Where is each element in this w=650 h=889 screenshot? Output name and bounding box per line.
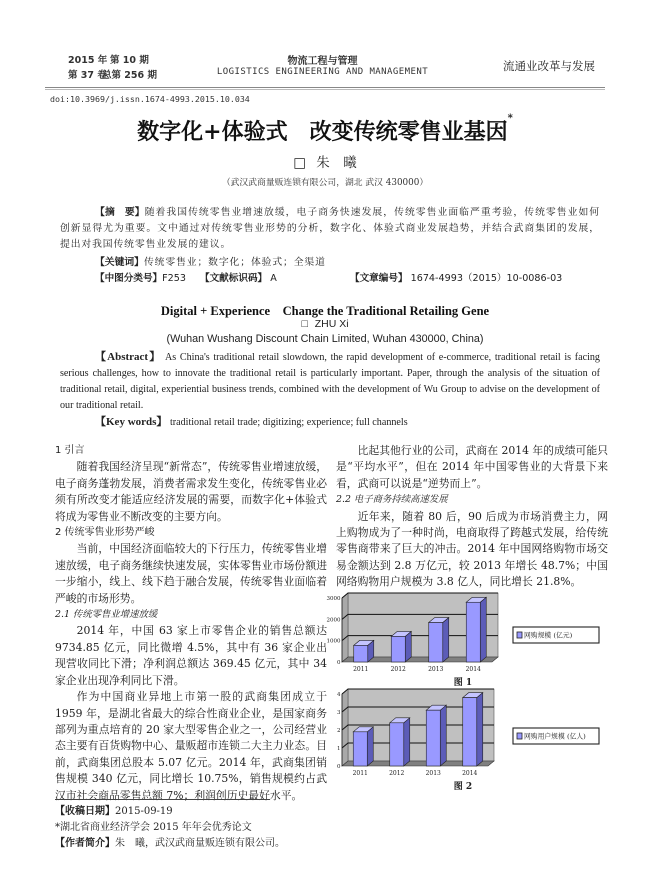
- title-footnote-mark: *: [507, 113, 513, 124]
- bar-2011: [354, 645, 368, 662]
- received-date-value: 2015-09-19: [115, 806, 173, 817]
- author-bio-text: 朱 曦，武汉武商量贩连锁有限公司。: [115, 838, 285, 849]
- column-title: 流通业改革与发展: [503, 59, 595, 73]
- header-volume: 第 37 卷: [68, 70, 107, 81]
- y-tick-label: 0: [337, 764, 341, 770]
- body-paragraph: 比起其他行业的公司，武商在 2014 年的成绩可能只是“平均水平”，但在 2014 年中国零售业的大背景下来看，武商可以说是“逆势而上”。: [336, 444, 608, 490]
- bar-2013: [426, 710, 440, 766]
- body-paragraph: 近年来，随着 80 后，90 后成为市场消费主力，网上购物成为了一种时尚，电商取得了跨越式发展，给传统零售商带来了巨大的冲击。2014 年中国网络购物市场交易金额达到 2.8 万亿元，较 2013 年增长 48.7%；中国网络购物用户规模为 3.8 亿人，同比增长 21.8%。: [336, 509, 608, 589]
- header-rule: [45, 87, 605, 90]
- legend-label: 网购用户规模 (亿人): [524, 732, 586, 741]
- author-line-cn: [0, 151, 650, 171]
- x-tick-label: 2012: [389, 770, 405, 777]
- abstract-en-label: 【Abstract】: [95, 351, 162, 363]
- section-heading-introduction: 1 引言: [55, 445, 85, 456]
- funding-note: *湖北省商业经济学会 2015 年年会优秀论文: [55, 822, 252, 833]
- paper-title-en: Digital + Experience Change the Traditional Retailing Gene: [160, 304, 490, 318]
- x-tick-label: 2012: [390, 666, 406, 673]
- abstract-en: [60, 349, 600, 414]
- subsection-heading-growth-slowdown: 2.1 传统零售业增速放缓: [55, 609, 158, 621]
- affiliation-cn: （武汉武商量贩连锁有限公司，湖北 武汉 430000）: [221, 178, 429, 188]
- bar-2013: [429, 623, 443, 662]
- legend-swatch: [517, 733, 522, 739]
- figure-1-online-shopping-scale-chart: [326, 588, 610, 690]
- y-tick-label: 0: [337, 660, 341, 666]
- author-bio-label: 【作者简介】: [55, 838, 115, 849]
- article-number: [350, 270, 562, 284]
- author-box-en-icon: □: [301, 318, 308, 330]
- bar-2012: [390, 723, 404, 766]
- doc-code-value: A: [270, 273, 277, 284]
- clc-label: 【中图分类号】: [95, 273, 163, 284]
- body-paragraph: 作为中国商业异地上市第一股的武商集团成立于 1959 年，是湖北省最大的综合性商业企业，是国家商务部列为重点培育的 20 家大型零售企业之一，公司经营业态主要有百货购物中心、量贩超市连锁二大主力业态。目前，武商集团总股本 5.07 亿元。2014 年，武商集团销售规模 340 亿元，同比增长 10.75%，销售规模约占武汉市社会商品零售总额 7%；利润创历史最好水平。: [55, 690, 327, 802]
- received-date: [55, 802, 173, 817]
- y-tick-label: 1000: [326, 638, 341, 645]
- doc-code-label: 【文献标识码】: [200, 273, 268, 284]
- footnote-rule: [55, 799, 270, 800]
- journal-name-cn: 物流工程与管理: [287, 56, 358, 67]
- bar-side-2013: [440, 705, 446, 766]
- abstract-en-text: As China's traditional retail slowdown, the rapid development of e-commerce, traditional retail is facing serious challenges, how to innovate the traditional retail is particularly important. Paper, through the analysis of the situation of traditional retail, digital, experiential business trends, combined with the development of Wu Group to advise on the development of our traditional retail.: [60, 352, 600, 411]
- y-tick-label: 3000: [326, 596, 341, 602]
- header-total-issue: 总第 256 期: [102, 70, 157, 81]
- x-tick-label: 2014: [465, 666, 481, 673]
- y-tick-label: 1: [337, 746, 341, 752]
- clc-number: [95, 270, 186, 284]
- clc-value: F253: [162, 273, 186, 284]
- bar-side-2011: [367, 727, 373, 766]
- bar-2011: [353, 732, 367, 766]
- bar-2012: [391, 636, 405, 662]
- figure-2-online-shopping-users-chart: [330, 686, 610, 794]
- y-tick-label: 2: [337, 728, 341, 734]
- y-tick-label: 2000: [326, 617, 341, 624]
- header-issue: 第 10 期: [110, 55, 149, 66]
- x-tick-label: 2011: [353, 666, 369, 673]
- y-tick-label: 4: [337, 692, 341, 698]
- legend-label: 网购规模 (亿元): [524, 631, 573, 640]
- bar-2014: [466, 602, 480, 662]
- legend-swatch: [517, 632, 522, 638]
- x-tick-label: 2013: [425, 770, 441, 777]
- author-box-icon: □: [293, 155, 306, 171]
- body-paragraph: 当前，中国经济面临较大的下行压力，传统零售业增速放缓，电子商务继续快速发展，实体零售业市场份额进一步缩小，线上、线下趋于融合发展，传统零售业面临着严峻的市场形势。: [55, 542, 327, 605]
- article-number-label: 【文章编号】: [350, 273, 408, 284]
- section-heading-retail-situation: 2 传统零售业形势严峻: [55, 527, 155, 539]
- figure-caption: 图 1: [453, 678, 473, 688]
- body-right-column: [336, 443, 608, 591]
- affiliation-en: (Wuhan Wushang Discount Chain Limited, Wuhan 430000, China): [166, 333, 484, 345]
- keywords-cn-label: 【关键词】: [95, 257, 144, 268]
- keywords-en-text: traditional retail trade; digitizing; experience; full channels: [169, 417, 408, 428]
- keywords-en-label: 【Key words】: [95, 416, 168, 428]
- figure-caption: 图 2: [453, 782, 473, 792]
- abstract-cn: [60, 205, 600, 253]
- doi: doi:10.3969/j.issn.1674-4993.2015.10.034: [50, 94, 250, 104]
- x-tick-label: 2014: [462, 770, 478, 777]
- bar-side-2012: [404, 718, 410, 766]
- x-tick-label: 2011: [352, 770, 368, 777]
- chart-side-wall: [342, 593, 348, 662]
- paper-title-cn: [0, 115, 650, 146]
- bar-side-2014: [477, 693, 483, 766]
- keywords-cn-text: 传统零售业；数字化；体验式；全渠道: [143, 257, 326, 268]
- author-name-cn: 朱 曦: [316, 155, 357, 171]
- body-paragraph: 随着我国经济呈现“新常态”，传统零售业增速放缓，电子商务蓬勃发展，消费者需求发生变化，传统零售业必须有所改变才能适应经济发展的需要，而数字化+体验式将成为零售业不断改变的主要方向。: [55, 460, 327, 523]
- author-name-en: ZHU Xi: [314, 318, 349, 330]
- y-tick-label: 3: [337, 710, 341, 716]
- x-tick-label: 2013: [428, 666, 444, 673]
- journal-name-en: LOGISTICS ENGINEERING AND MANAGEMENT: [216, 67, 429, 77]
- received-date-label: 【收稿日期】: [55, 806, 115, 817]
- subsection-heading-ecommerce: 2.2 电子商务持续高速发展: [336, 494, 448, 506]
- body-left-column: [55, 443, 327, 804]
- article-number-value: 1674-4993（2015）10-0086-03: [410, 273, 563, 284]
- keywords-en: [95, 413, 408, 429]
- body-paragraph: 2014 年，中国 63 家上市零售企业的销售总额达 9734.85 亿元，同比微增 4.5%，其中有 36 家企业出现营收同比下滑；净利润总额达 369.45 亿元，其中 34 家企业出现净利同比下滑。: [55, 624, 327, 687]
- header-year: 2015 年: [68, 55, 108, 66]
- bar-2014: [463, 698, 477, 766]
- author-line-en: [0, 318, 650, 330]
- bar-side-2013: [443, 618, 449, 662]
- bar-side-2014: [480, 597, 486, 662]
- paper-title-text: 数字化+体验式 改变传统零售业基因: [137, 119, 508, 145]
- document-code: [200, 270, 277, 284]
- author-bio: [55, 834, 285, 849]
- abstract-cn-label: 【摘 要】: [95, 207, 145, 218]
- abstract-cn-text: 随着我国传统零售业增速放缓，电子商务快速发展，传统零售业面临严重考验，传统零售业如何创新显得尤为重要。文中通过对传统零售业形势的分析，数字化、体验式商业发展趋势，并结合武商集团的发展，提出对我国传统零售业发展的建议。: [60, 207, 600, 250]
- keywords-cn: [95, 254, 326, 268]
